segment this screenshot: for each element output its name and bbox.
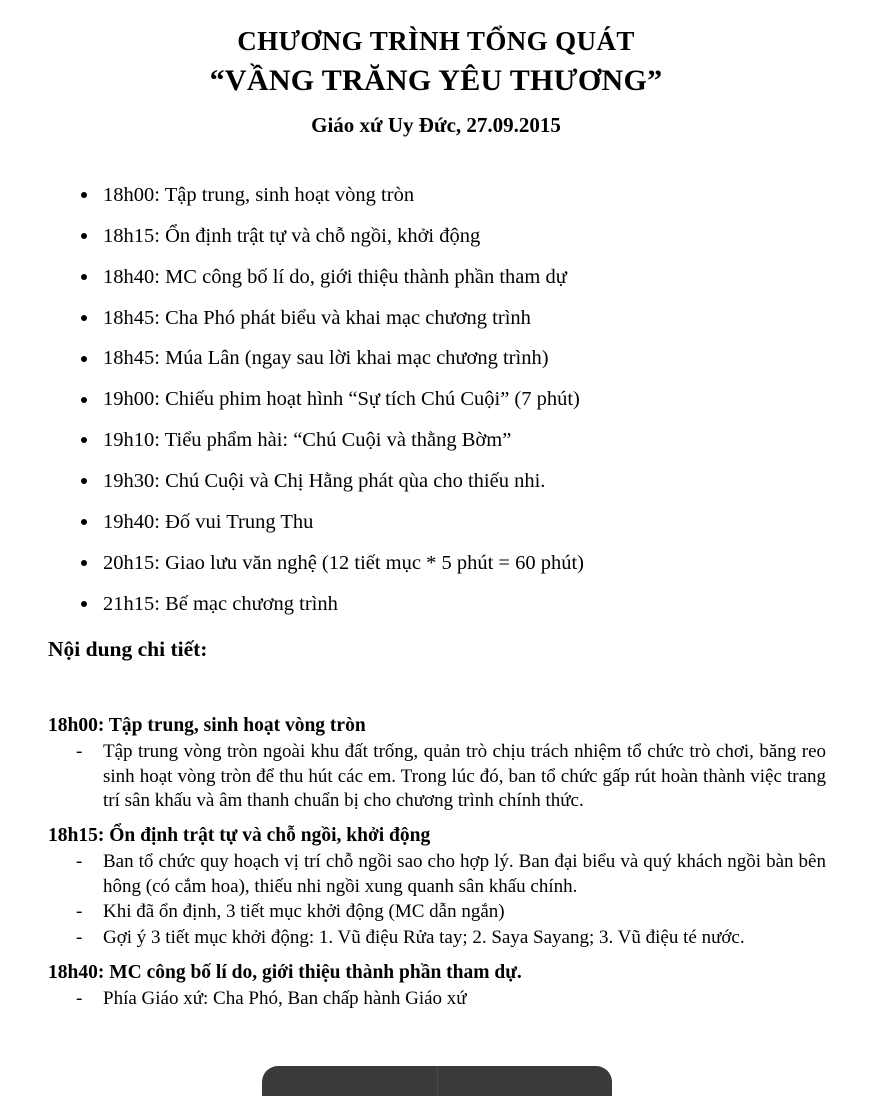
detail-sections bbox=[0, 714, 872, 1012]
detail-item-text: Gợi ý 3 tiết mục khởi động: 1. Vũ điệu Rửa tay; 2. Saya Sayang; 3. Vũ điệu té nước. bbox=[103, 927, 745, 949]
schedule-item-text: 19h30: Chú Cuội và Chị Hằng phát qùa cho thiếu nhi. bbox=[103, 470, 546, 493]
bullet-dot-icon bbox=[81, 274, 87, 280]
detail-block-title: 18h40: MC công bố lí do, giới thiệu thành phần tham dự. bbox=[48, 961, 522, 983]
dash-bullet-icon: - bbox=[76, 740, 83, 762]
detail-block bbox=[0, 961, 872, 1012]
list-item bbox=[0, 900, 872, 925]
list-item bbox=[0, 308, 872, 329]
dash-bullet-icon: - bbox=[76, 927, 83, 949]
bottom-toolbar[interactable] bbox=[262, 1066, 612, 1096]
dash-bullet-icon: - bbox=[76, 901, 83, 923]
bullet-dot-icon bbox=[81, 437, 87, 443]
schedule-item-text: 20h15: Giao lưu văn nghệ (12 tiết mục * 5 phút = 60 phút) bbox=[103, 551, 585, 574]
bullet-dot-icon bbox=[81, 192, 87, 198]
detail-item-list bbox=[0, 850, 872, 951]
detail-item-text: Tập trung vòng tròn ngoài khu đất trống, quản trò chịu trách nhiệm tổ chức trò chơi, băng reo sinh hoạt vòng tròn để thu hút các em. Trong lúc đó, ban tổ chức gấp rút hoàn thành việc trang trí sân khấu và âm thanh chuẩn bị cho chương trình chính thức. bbox=[103, 740, 826, 812]
schedule-item-text: 19h10: Tiểu phẩm hài: “Chú Cuội và thằng Bờm” bbox=[103, 429, 512, 452]
list-item bbox=[0, 430, 872, 451]
list-item bbox=[0, 594, 872, 615]
page-title-meta: Giáo xứ Uy Đức, 27.09.2015 bbox=[311, 112, 561, 137]
bullet-dot-icon bbox=[81, 397, 87, 403]
list-item bbox=[0, 987, 872, 1012]
schedule-item-text: 18h45: Cha Phó phát biểu và khai mạc chương trình bbox=[103, 306, 531, 329]
detail-block bbox=[0, 714, 872, 814]
detail-item-text: Ban tổ chức quy hoạch vị trí chỗ ngồi sao cho hợp lý. Ban đại biểu và quý khách ngồi bàn bên hông (có cắm hoa), thiếu nhi ngồi xung quanh sân khấu chính. bbox=[103, 850, 826, 897]
list-item bbox=[0, 267, 872, 288]
document-title-block bbox=[0, 0, 872, 139]
detail-block bbox=[0, 824, 872, 951]
list-item bbox=[0, 926, 872, 951]
bullet-dot-icon bbox=[81, 356, 87, 362]
page-title: CHƯƠNG TRÌNH TỔNG QUÁT bbox=[237, 26, 635, 56]
list-item bbox=[0, 185, 872, 206]
schedule-item-text: 19h40: Đố vui Trung Thu bbox=[103, 510, 314, 533]
dash-bullet-icon: - bbox=[76, 987, 83, 1009]
schedule-item-text: 18h00: Tập trung, sinh hoạt vòng tròn bbox=[103, 183, 415, 206]
detail-block-title: 18h15: Ổn định trật tự và chỗ ngồi, khởi động bbox=[48, 824, 431, 846]
schedule-item-text: 18h15: Ổn định trật tự và chỗ ngồi, khởi động bbox=[103, 224, 481, 247]
bullet-dot-icon bbox=[81, 601, 87, 607]
schedule-list bbox=[0, 185, 872, 614]
list-item bbox=[0, 226, 872, 247]
schedule-item-text: 18h40: MC công bố lí do, giới thiệu thành phần tham dự bbox=[103, 265, 567, 288]
bullet-dot-icon bbox=[81, 233, 87, 239]
detail-block-title: 18h00: Tập trung, sinh hoạt vòng tròn bbox=[48, 714, 366, 736]
detail-item-list bbox=[0, 987, 872, 1012]
bullet-dot-icon bbox=[81, 478, 87, 484]
schedule-item-text: 21h15: Bế mạc chương trình bbox=[103, 592, 338, 615]
list-item bbox=[0, 389, 872, 410]
dash-bullet-icon: - bbox=[76, 850, 83, 872]
schedule-item-text: 18h45: Múa Lân (ngay sau lời khai mạc chương trình) bbox=[103, 347, 549, 370]
section-heading-details: Nội dung chi tiết: bbox=[48, 637, 208, 662]
list-item bbox=[0, 471, 872, 492]
bullet-dot-icon bbox=[81, 315, 87, 321]
list-item bbox=[0, 740, 872, 814]
page-subtitle: “VẦNG TRĂNG YÊU THƯƠNG” bbox=[209, 63, 663, 97]
detail-item-list bbox=[0, 740, 872, 814]
toolbar-left-region[interactable] bbox=[262, 1066, 437, 1096]
bullet-dot-icon bbox=[81, 519, 87, 525]
list-item bbox=[0, 553, 872, 574]
detail-item-text: Khi đã ổn định, 3 tiết mục khởi động (MC dẫn ngắn) bbox=[103, 901, 505, 923]
schedule-item-text: 19h00: Chiếu phim hoạt hình “Sự tích Chú Cuội” (7 phút) bbox=[103, 388, 580, 411]
detail-item-text: Phía Giáo xứ: Cha Phó, Ban chấp hành Giáo xứ bbox=[103, 987, 467, 1009]
bullet-dot-icon bbox=[81, 560, 87, 566]
list-item bbox=[0, 348, 872, 369]
list-item bbox=[0, 512, 872, 533]
list-item bbox=[0, 850, 872, 899]
toolbar-right-region[interactable] bbox=[438, 1066, 613, 1096]
